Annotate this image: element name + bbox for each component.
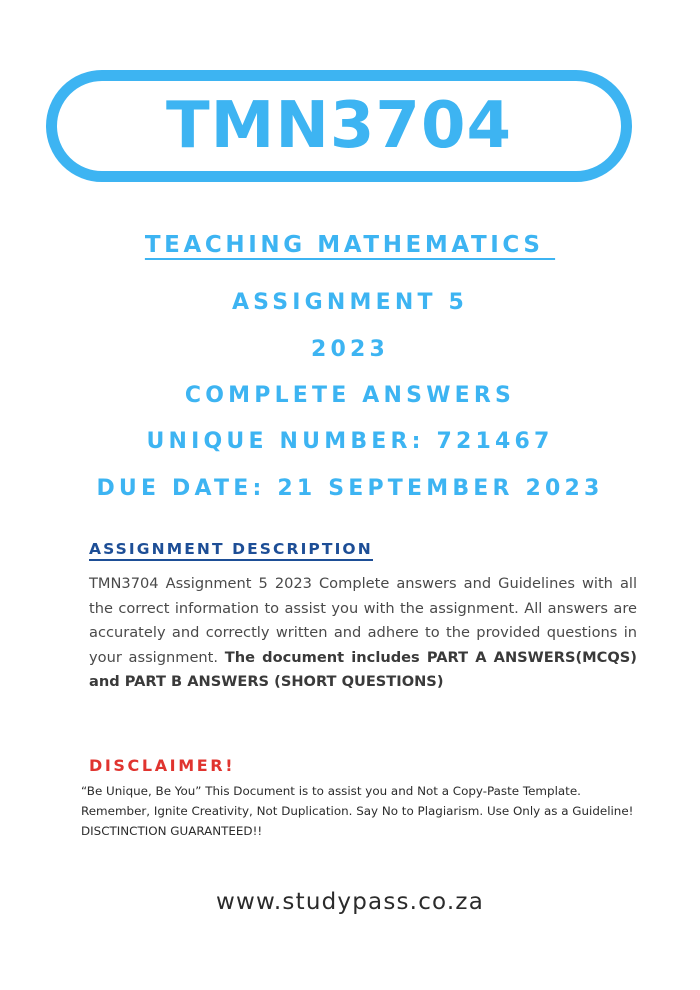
complete-answers-label: COMPLETE ANSWERS — [184, 383, 516, 408]
course-code: TMN3704 — [165, 89, 513, 163]
assignment-number: ASSIGNMENT 5 — [231, 290, 469, 315]
website-link[interactable]: www.studypass.co.za — [216, 889, 484, 915]
course-code-banner — [46, 70, 632, 182]
description-body: TMN3704 Assignment 5 2023 Complete answers and Guidelines with all the correct information to assist you with the assignment. All answers are accurately and correctly written and adhere to the provided questions in your assignment. — [89, 575, 637, 666]
disclaimer-text: “Be Unique, Be You” This Document is to assist you and Not a Copy-Paste Template. Remember, Ignite Creativity, Not Duplication. Say No to Plagiarism. Use Only as a Guideline! DISCTINCTION GUARANTEED!! — [81, 784, 634, 838]
subject-title-wrapper — [0, 232, 700, 258]
assignment-description-text — [89, 572, 637, 695]
disclaimer-heading: DISCLAIMER! — [89, 756, 236, 775]
unique-number: UNIQUE NUMBER: 721467 — [146, 429, 554, 454]
subject-title: TEACHING MATHEMATICS — [144, 232, 556, 258]
description-bold-text: The document includes PART A ANSWERS(MCQS) and PART B ANSWERS (SHORT QUESTIONS) — [89, 648, 637, 690]
assignment-description-heading: ASSIGNMENT DESCRIPTION — [89, 540, 373, 561]
assignment-year: 2023 — [310, 337, 390, 362]
due-date: DUE DATE: 21 SEPTEMBER 2023 — [96, 476, 604, 501]
